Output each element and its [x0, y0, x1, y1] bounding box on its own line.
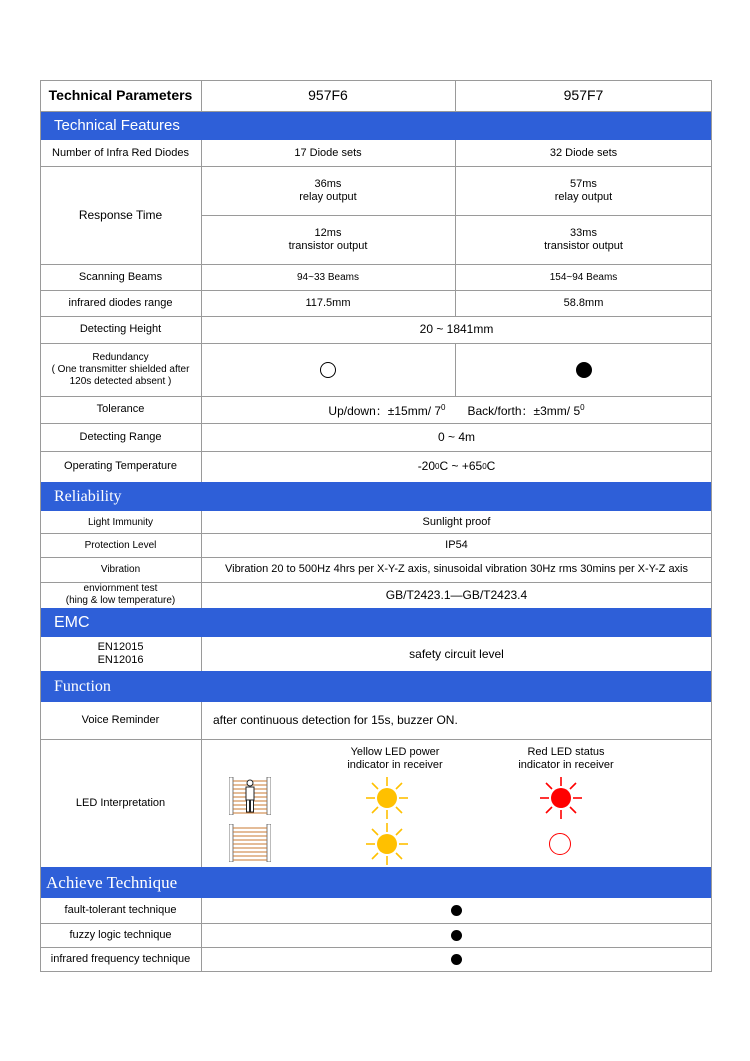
tolerance-updown: Up/down：±15mm/ $7^0$: [328, 403, 446, 418]
red-led-title: Red LED status indicator in receiver: [518, 746, 614, 771]
yellow-led-title: Yellow LED power indicator in receiver: [347, 746, 443, 771]
section-emc: EMC: [40, 608, 712, 637]
value-diodes-957f6: 17 Diode sets: [294, 146, 362, 159]
label-response-time: Response Time: [78, 207, 163, 222]
label-detecting-height: Detecting Height: [79, 323, 162, 335]
header-param: Technical Parameters: [48, 87, 193, 103]
label-fault-tolerant: fault-tolerant technique: [64, 904, 177, 916]
value-beams-957f7: 154~94 Beams: [549, 271, 618, 283]
value-voice-reminder: after continuous detection for 15s, buzzer ON.: [213, 713, 458, 727]
value-emc: safety circuit level: [409, 646, 504, 661]
section-function: Function: [40, 671, 712, 702]
value-transistor-957f6: 12ms transistor output: [288, 226, 368, 252]
value-beams-957f6: 94~33 Beams: [297, 271, 359, 283]
value-relay-957f7: 57ms relay output: [554, 177, 613, 203]
label-protection-level: Protection Level: [84, 539, 157, 551]
value-protection-level: IP54: [445, 538, 468, 551]
technical-parameters-table: [40, 80, 712, 972]
label-emc-standards: EN12015 EN12016: [97, 641, 144, 666]
value-relay-957f6: 36ms relay output: [299, 177, 357, 203]
label-environment-test: enviornment test (hing & low temperature): [65, 583, 176, 606]
value-light-immunity: Sunlight proof: [422, 515, 491, 528]
section-technical-features: Technical Features: [40, 111, 712, 140]
value-detecting-height: 20 ~ 1841mm: [419, 322, 494, 336]
section-achieve-technique: Achieve Technique: [40, 867, 712, 898]
label-fuzzy-logic: fuzzy logic technique: [69, 928, 172, 941]
label-tolerance: Tolerance: [96, 403, 145, 415]
value-operating-temperature: -20 0 C ~ +65 0 C: [417, 459, 496, 473]
value-environment-test: GB/T2423.1—GB/T2423.4: [385, 587, 528, 602]
section-reliability: Reliability: [40, 482, 712, 511]
value-diodes-957f7: 32 Diode sets: [549, 146, 618, 159]
table-frame: [40, 80, 712, 972]
label-light-immunity: Light Immunity: [87, 516, 154, 528]
label-detecting-range: Detecting Range: [79, 430, 162, 443]
label-diodes: Number of Infra Red Diodes: [52, 146, 189, 159]
label-vibration: Vibration: [100, 564, 141, 575]
label-voice-reminder: Voice Reminder: [81, 714, 160, 726]
label-operating-temperature: Operating Temperature: [64, 460, 177, 472]
label-diodes-range: infrared diodes range: [68, 296, 173, 309]
label-redundancy: Redundancy ( One transmitter shielded after 120s detected absent ): [51, 351, 190, 387]
header-957f7: 957F7: [563, 87, 604, 103]
label-led-interpretation: LED Interpretation: [75, 796, 166, 809]
value-detecting-range: 0 ~ 4m: [437, 429, 476, 444]
tolerance-backforth: Back/forth：±3mm/ $5^0$: [467, 403, 585, 418]
value-range-957f6: 117.5mm: [305, 296, 351, 309]
value-vibration: Vibration 20 to 500Hz 4hrs per X-Y-Z axis, sinusoidal vibration 30Hz rms 30mins per X-Y-Z axis: [224, 563, 689, 575]
header-957f6: 957F6: [308, 87, 348, 103]
label-infrared-frequency: infrared frequency technique: [50, 953, 191, 965]
value-range-957f7: 58.8mm: [563, 296, 604, 309]
value-transistor-957f7: 33ms transistor output: [544, 226, 623, 252]
label-scanning-beams: Scanning Beams: [78, 270, 163, 283]
